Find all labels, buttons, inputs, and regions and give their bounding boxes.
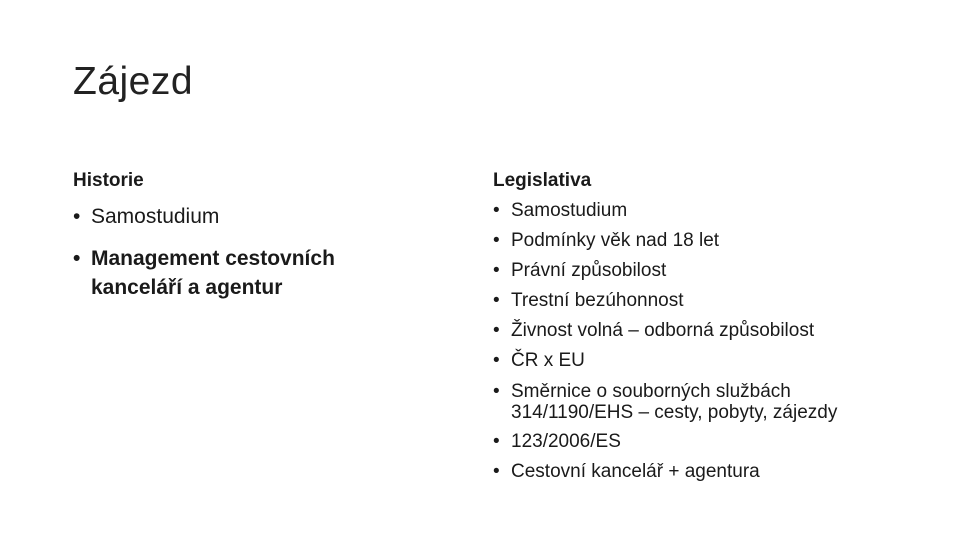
list-item-text: Cestovní kancelář + agentura bbox=[511, 461, 760, 482]
right-column bbox=[493, 166, 913, 487]
left-column bbox=[73, 166, 403, 315]
list-item-text: Samostudium bbox=[511, 200, 628, 221]
bullet-icon: • bbox=[493, 200, 500, 221]
bullet-icon: • bbox=[73, 247, 81, 270]
list-item bbox=[493, 316, 913, 346]
list-item-text: Právní způsobilost bbox=[511, 260, 667, 281]
list-item bbox=[493, 427, 913, 457]
list-item-text: ČR x EU bbox=[511, 350, 585, 371]
bullet-icon: • bbox=[73, 205, 81, 228]
list-item bbox=[493, 376, 913, 427]
list-item-text: Trestní bezúhonnost bbox=[511, 290, 684, 311]
list-item-text: Směrnice o souborných službách 314/1190/EHS – cesty, pobyty, zájezdy bbox=[511, 381, 838, 423]
list-item-text: Živnost volná – odborná způsobilost bbox=[511, 320, 815, 341]
list-item bbox=[493, 196, 913, 226]
list-item bbox=[493, 286, 913, 316]
bullet-icon: • bbox=[493, 461, 500, 482]
list-item bbox=[493, 256, 913, 286]
right-heading: Legislativa bbox=[493, 170, 592, 191]
bullet-icon: • bbox=[493, 431, 500, 452]
bullet-icon: • bbox=[493, 290, 500, 311]
list-item bbox=[73, 202, 403, 231]
list-item-text: Management cestovních kanceláří a agentur bbox=[91, 247, 335, 299]
list-item bbox=[493, 346, 913, 376]
bullet-icon: • bbox=[493, 230, 500, 251]
bullet-icon: • bbox=[493, 320, 500, 341]
bullet-icon: • bbox=[493, 350, 500, 371]
bullet-icon: • bbox=[493, 260, 500, 281]
left-bullet-list bbox=[73, 202, 403, 302]
list-item bbox=[493, 226, 913, 256]
right-bullet-list bbox=[493, 196, 913, 487]
list-item-text: 123/2006/ES bbox=[511, 431, 621, 452]
slide-title: Zájezd bbox=[73, 60, 194, 103]
left-heading: Historie bbox=[73, 170, 144, 191]
list-item-text: Samostudium bbox=[91, 205, 220, 228]
list-item bbox=[493, 457, 913, 487]
list-item bbox=[73, 244, 403, 302]
bullet-icon: • bbox=[493, 381, 500, 402]
list-item-text: Podmínky věk nad 18 let bbox=[511, 230, 720, 251]
